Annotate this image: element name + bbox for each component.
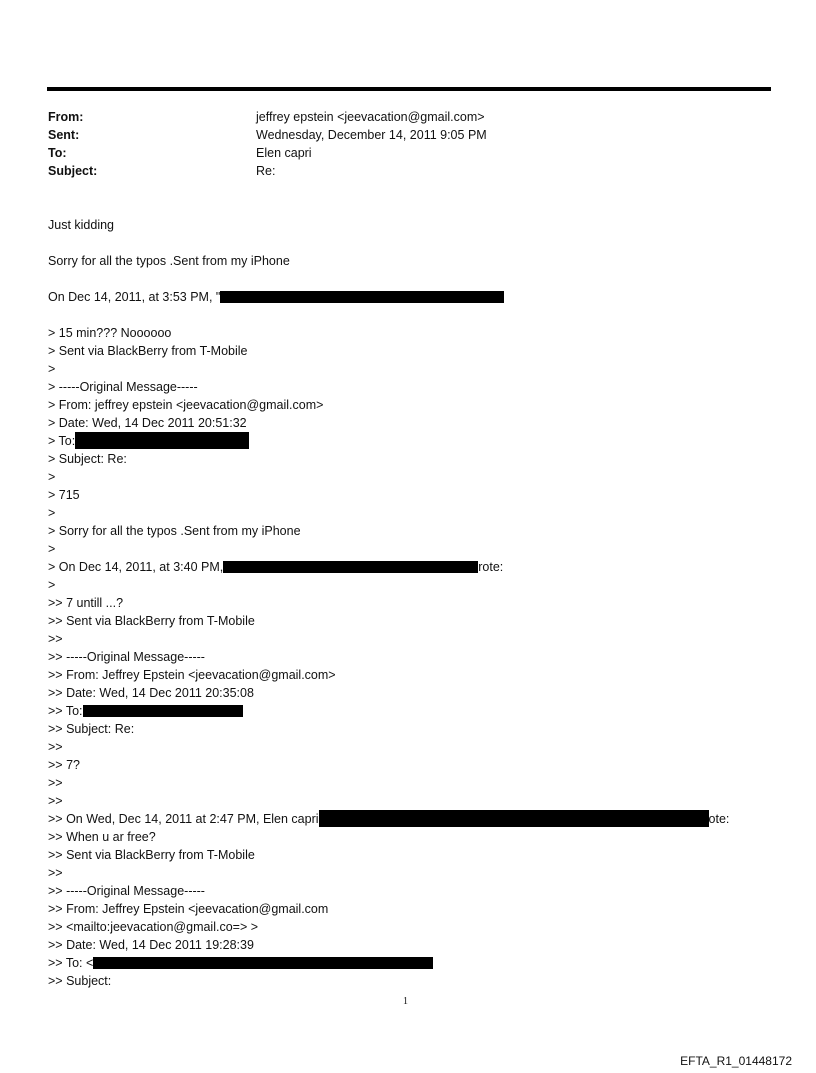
quote-line: > 715	[48, 488, 80, 502]
quote-line	[48, 702, 243, 720]
quote-line: > 15 min??? Noooooo	[48, 326, 172, 340]
redaction-bar	[93, 957, 433, 969]
body-text: > To:	[48, 434, 76, 448]
quote-line: >> <mailto:jeevacation@gmail.co=> >	[48, 920, 259, 934]
sent-label: Sent:	[48, 128, 80, 142]
body-text: >> To: <	[48, 956, 94, 970]
quote-line: >>	[48, 632, 63, 646]
quote-line: >> Subject: Re:	[48, 722, 135, 736]
quote-line: > -----Original Message-----	[48, 380, 198, 394]
body-text: ote:	[708, 812, 730, 826]
redaction-bar	[220, 291, 504, 303]
body-line	[48, 288, 504, 306]
quote-line: >> Sent via BlackBerry from T-Mobile	[48, 848, 255, 862]
quote-line: >	[48, 506, 56, 520]
redaction-bar	[83, 705, 243, 717]
body-text: rote:	[478, 560, 504, 574]
quote-line	[48, 810, 729, 828]
redaction-bar	[75, 432, 249, 449]
quote-line: >>	[48, 776, 63, 790]
quote-line: > From: jeffrey epstein <jeevacation@gmail.com>	[48, 398, 324, 412]
quote-line: >>	[48, 866, 63, 880]
subject-label: Subject:	[48, 164, 98, 178]
body-text: >> On Wed, Dec 14, 2011 at 2:47 PM, Elen capri	[48, 812, 319, 826]
quote-line: >> -----Original Message-----	[48, 884, 205, 898]
quote-line: >	[48, 542, 56, 556]
body-text: > On Dec 14, 2011, at 3:40 PM,	[48, 560, 224, 574]
quote-line: >> Date: Wed, 14 Dec 2011 19:28:39	[48, 938, 254, 952]
quote-line: >> Sent via BlackBerry from T-Mobile	[48, 614, 255, 628]
quote-line: >>	[48, 740, 63, 754]
quote-line: > Sorry for all the typos .Sent from my iPhone	[48, 524, 301, 538]
from-label: From:	[48, 110, 84, 124]
body-text: >> To:	[48, 704, 83, 718]
quote-line: >>	[48, 794, 63, 808]
quote-line: >> -----Original Message-----	[48, 650, 205, 664]
header-rule	[47, 87, 771, 91]
quote-line: >	[48, 362, 56, 376]
to-label: To:	[48, 146, 67, 160]
quote-line: > Sent via BlackBerry from T-Mobile	[48, 344, 248, 358]
document-id: EFTA_R1_01448172	[680, 1054, 792, 1068]
body-line: Just kidding	[48, 218, 115, 232]
quote-line: >> From: Jeffrey Epstein <jeevacation@gmail.com>	[48, 668, 336, 682]
quote-line: >> 7 untill ...?	[48, 596, 124, 610]
quote-line: >> From: Jeffrey Epstein <jeevacation@gmail.com	[48, 902, 329, 916]
quote-line: >> Subject:	[48, 974, 112, 988]
body-text: On Dec 14, 2011, at 3:53 PM, "	[48, 290, 221, 304]
quote-line: >	[48, 578, 56, 592]
quote-line: > Date: Wed, 14 Dec 2011 20:51:32	[48, 416, 247, 430]
quote-line: >> Date: Wed, 14 Dec 2011 20:35:08	[48, 686, 254, 700]
quote-line: >> 7?	[48, 758, 80, 772]
quote-line: >> When u ar free?	[48, 830, 156, 844]
to-value: Elen capri	[256, 146, 312, 160]
body-line: Sorry for all the typos .Sent from my iPhone	[48, 254, 290, 268]
quote-line	[48, 558, 503, 576]
page-number: 1	[403, 996, 408, 1007]
quote-line: >	[48, 470, 56, 484]
subject-value: Re:	[256, 164, 276, 178]
redaction-bar	[319, 810, 709, 827]
sent-value: Wednesday, December 14, 2011 9:05 PM	[256, 128, 487, 142]
quote-line: > Subject: Re:	[48, 452, 127, 466]
from-value: jeffrey epstein <jeevacation@gmail.com>	[256, 110, 485, 124]
redaction-bar	[223, 561, 478, 573]
quote-line	[48, 954, 433, 972]
quote-line	[48, 432, 249, 450]
